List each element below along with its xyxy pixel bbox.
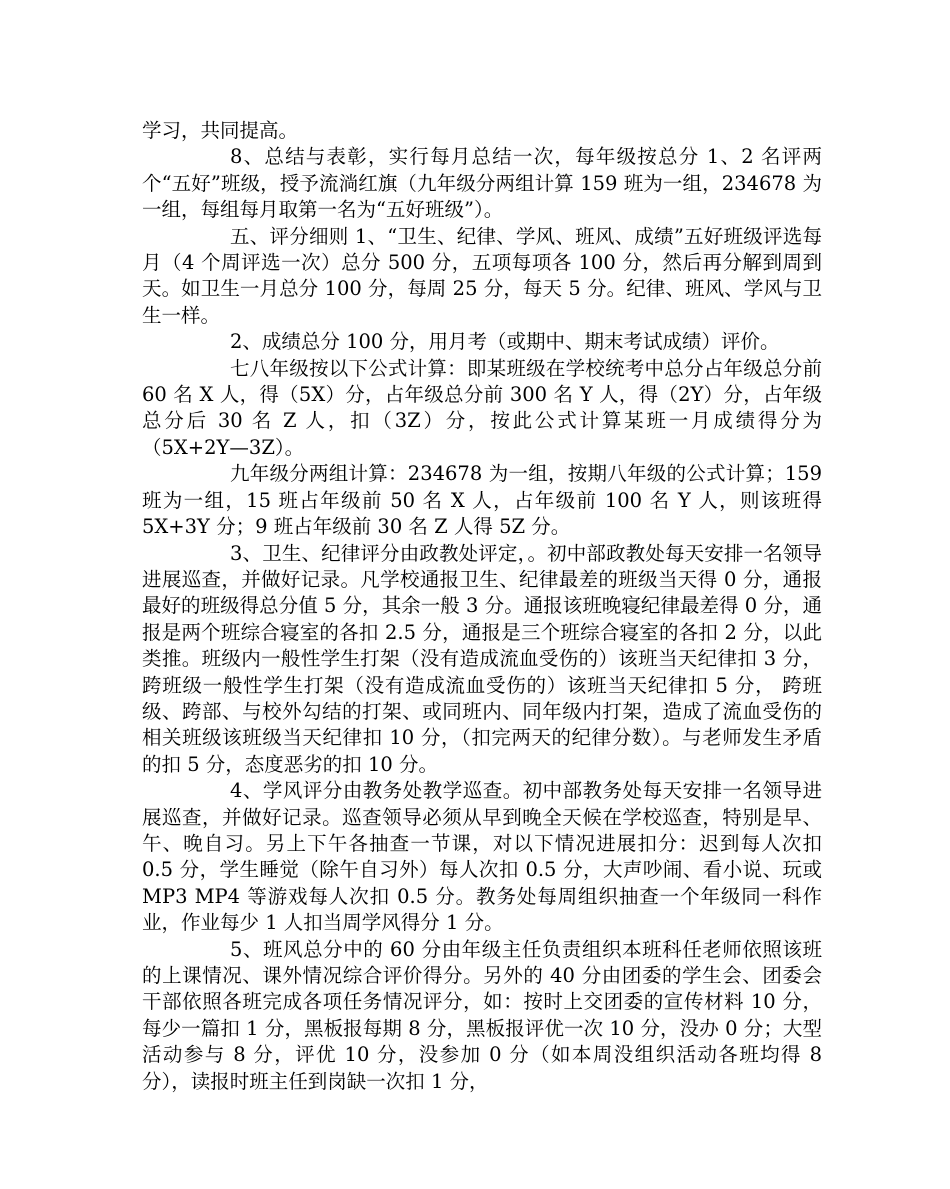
paragraph-grade-7-8-formula: 七八年级按以下公式计算：即某班级在学校统考中总分占年级总分前 60 名 X 人，得（5X）分，占年级总分前 300 名 Y 人，得（2Y）分，占年级总分后 30 名 Z 人，扣（3Z）分，按此公式计算某班一月成绩得分为（5X+2Y—3Z）。: [142, 356, 822, 459]
document-body: [142, 118, 822, 1095]
paragraph-grades-total: 2、成绩总分 100 分，用月考（或期中、期末考试成绩）评价。: [230, 330, 780, 354]
paragraph-grade-9-formula: 九年级分两组计算：234678 为一组，按期八年级的公式计算；159 班为一组，15 班占年级前 50 名 X 人，占年级前 100 名 Y 人，则该班得 5X+3Y 分；9 班占年级前 30 名 Z 人得 5Z 分。: [142, 462, 822, 539]
paragraph-continuation: 学习，共同提高。: [142, 119, 299, 142]
paragraph-study-style: 4、学风评分由教务处教学巡查。初中部教务处每天安排一名领导进展巡查，并做好记录。巡查领导必须从早到晚全天候在学校巡查，特别是早、午、晚自习。另上下午各抽查一节课，对以下情况进展扣分：迟到每人次扣 0.5 分，学生睡觉（除午自习外）每人次扣 0.5 分，大声吵闹、看小说、玩或 MP3 MP4 等游戏每人次扣 0.5 分。教务处每周组织抽查一个年级同一科作业，作业每少 1 人扣当周学风得分 1 分。: [142, 779, 822, 935]
paragraph-scoring-rules: 五、评分细则 1、“卫生、纪律、学风、班风、成绩”五好班级评选每月（4 个周评选一次）总分 500 分，五项每项各 100 分，然后再分解到周到天。如卫生一月总分 100 分，每周 25 分，每天 5 分。纪律、班风、学风与卫生一样。: [142, 224, 822, 327]
paragraph-class-style: 5、班风总分中的 60 分由年级主任负责组织本班科任老师依照该班的上课情况、课外情况综合评价得分。另外的 40 分由团委的学生会、团委会干部依照各班完成各项任务情况评分，如：按时上交团委的宣传材料 10 分，每少一篇扣 1 分，黑板报每期 8 分，黑板报评优一次 10 分，没办 0 分；大型活动参与 8 分，评优 10 分，没参加 0 分（如本周没组织活动各班均得 8 分），读报时班主任到岗缺一次扣 1 分，: [142, 937, 822, 1093]
paragraph-summary-awards: 8、总结与表彰，实行每月总结一次，每年级按总分 1、2 名评两个“五好”班级，授予流淌红旗（九年级分两组计算 159 班为一组，234678 为一组，每组每月取第一名为“五好班级”）。: [142, 145, 822, 222]
paragraph-hygiene-discipline: 3、卫生、纪律评分由政教处评定，。初中部政教处每天安排一名领导进展巡查，并做好记录。凡学校通报卫生、纪律最差的班级当天得 0 分，通报最好的班级得总分值 5 分，其余一般 3 分。通报该班晚寝纪律最差得 0 分，通报是两个班综合寝室的各扣 2.5 分，通报是三个班综合寝室的各扣 2 分，以此类推。班级内一般性学生打架（没有造成流血受伤的）该班当天纪律扣 3 分，跨班级一般性学生打架（没有造成流血受伤的）该班当天纪律扣 5 分， 跨班级、跨部、与校外勾结的打架、或同班内、同年级内打架，造成了流血受伤的相关班级该班级当天纪律扣 10 分，（扣完两天的纪律分数）。与老师发生矛盾的扣 5 分，态度恶劣的扣 10 分。: [142, 541, 822, 776]
